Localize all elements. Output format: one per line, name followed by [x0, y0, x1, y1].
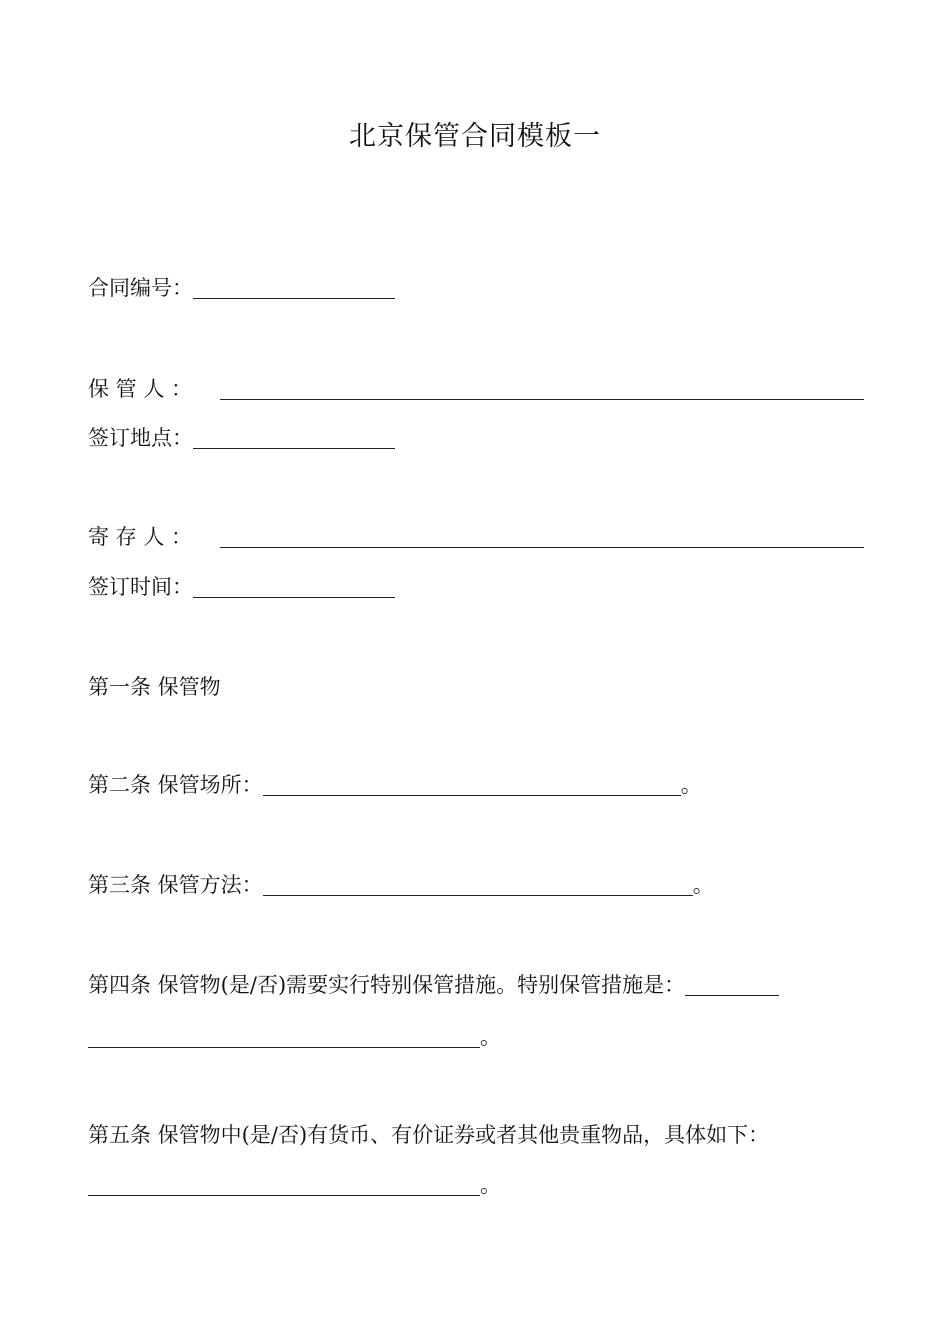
contract-number-blank[interactable]	[193, 276, 395, 299]
sign-time-label: 签订时间：	[88, 575, 193, 599]
article-3-period: 。	[692, 873, 714, 897]
article-2-text: 第二条 保管场所：	[88, 773, 263, 797]
custodian-row	[88, 373, 864, 403]
contract-number-row	[88, 272, 395, 302]
custodian-blank[interactable]	[220, 377, 864, 400]
depositor-row	[88, 521, 864, 551]
custodian-label: 保 管 人 ：	[88, 377, 193, 401]
article-3-text: 第三条 保管方法：	[88, 873, 263, 897]
article-4-continuation	[88, 1021, 501, 1051]
sign-time-blank[interactable]	[193, 575, 395, 598]
article-2	[88, 769, 702, 799]
article-5	[88, 1119, 769, 1149]
sign-place-blank[interactable]	[193, 426, 395, 449]
contract-number-label: 合同编号：	[88, 276, 193, 300]
sign-time-row	[88, 571, 395, 601]
article-2-period: 。	[680, 773, 702, 797]
article-4-text: 第四条 保管物(是/否)需要实行特别保管措施。特别保管措施是：	[88, 973, 686, 997]
article-2-blank[interactable]	[263, 773, 681, 796]
article-4-blank-1[interactable]	[685, 973, 779, 996]
depositor-label: 寄 存 人 ：	[88, 525, 193, 549]
depositor-blank[interactable]	[220, 525, 864, 548]
document-title: 北京保管合同模板一	[349, 121, 601, 152]
article-4-blank-2[interactable]	[88, 1025, 480, 1048]
article-5-period: 。	[480, 1173, 501, 1197]
article-4	[88, 969, 779, 999]
article-1-text: 第一条 保管物	[88, 675, 221, 699]
article-3	[88, 869, 714, 899]
article-5-text: 第五条 保管物中(是/否)有货币、有价证券或者其他贵重物品，具体如下：	[88, 1123, 770, 1147]
article-1	[88, 671, 221, 701]
article-5-continuation	[88, 1169, 501, 1199]
sign-place-row	[88, 422, 395, 452]
sign-place-label: 签订地点：	[88, 426, 193, 450]
article-5-blank[interactable]	[88, 1173, 480, 1196]
article-4-period: 。	[480, 1025, 501, 1049]
article-3-blank[interactable]	[263, 873, 693, 896]
